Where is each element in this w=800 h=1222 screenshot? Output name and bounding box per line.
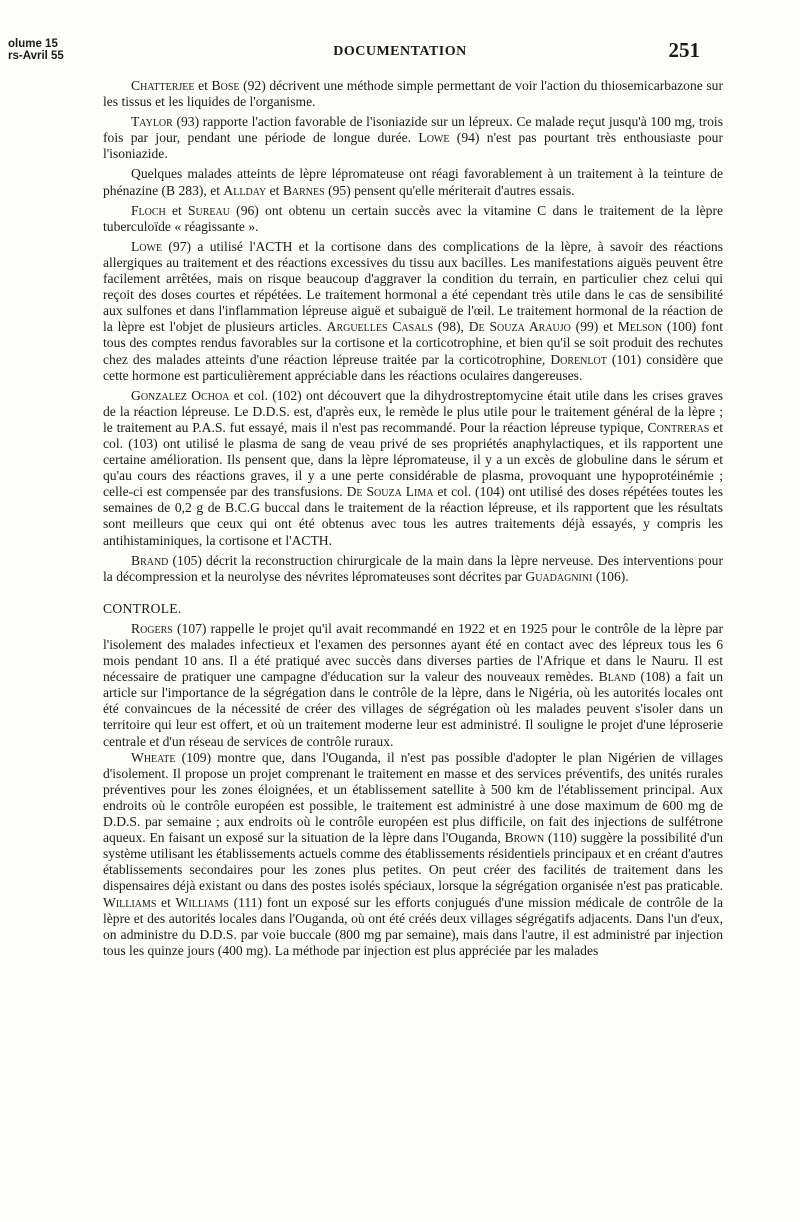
- author-name: Arguelles Casals: [326, 319, 434, 335]
- paragraph-text: (108) a fait un article sur l'importance de la ségrégation dans le contrôle de la lèpre, dans le Nigéria, où les autorités locales ont été convaincues de la nécessité de créer des villages de ségrégation où les malades peuvent s'isoler dans un territoire qui leur est offert, et où un traitement moderne leur est administré. Il souligne le projet d'une léproserie centrale et d'un réseau de services de contrôle ruraux.: [103, 669, 723, 749]
- paragraph-text: et: [165, 202, 188, 218]
- paragraph-text: et: [156, 894, 176, 910]
- paragraph: [103, 166, 723, 198]
- paragraph-text: (100) font tous des comptes rendus favorables sur la cortisone et la corticotrophine, et bien qu'il se soit produit des rechutes chez des malades atteints d'une réaction lépreuse traitée par la corticotrophine,: [103, 319, 723, 367]
- author-name: Dorenlot: [550, 351, 607, 367]
- paragraph-text: (109) montre que, dans l'Ouganda, il n'est pas possible d'adopter le plan Nigérien de villages d'isolement. Il propose un projet comprenant le traitement en masse et des services préventifs, des unités rurales préventives pour les zones éloignées, et un établissement satellite à 500 km de l'établissement principal. Aux endroits où le contrôle européen est possible, le traitement est administré à une dose maximum de 600 mg de D.D.S. par semaine ; aux endroits où le contrôle européen est plus difficile, on fait des injections de sulfétrone aqueux. En faisant un exposé sur la situation de la lèpre dans l'Ouganda,: [103, 749, 723, 846]
- paragraph-text: (107) rappelle le projet qu'il avait recommandé en 1922 et en 1925 pour le contrôle de la lèpre par l'isolement des malades infectieux et l'examen des personnes ayant été en contact avec des lépreux tous les 6 mois pendant 10 ans. Il a été pratiqué avec succès dans diverses parties de l'Afrique et dans le Nauru. Il est nécessaire de pratiquer une campagne d'éducation sur la valeur des nouveaux remèdes.: [103, 620, 723, 685]
- author-name: Brand: [131, 552, 169, 568]
- paragraph: [103, 388, 723, 549]
- paragraph-text: (99) et: [570, 319, 618, 335]
- paragraph-text: et col. (102) ont découvert que la dihydrostreptomycine était utile dans les crises graves de la réaction lépreuse. Le D.D.S. est, d'après eux, le remède le plus utile pour le traitement général de la lèpre ; le traitement au P.A.S. fut essayé, mais il n'est pas recommandé. Pour la réaction lépreuse typique,: [103, 387, 723, 435]
- paragraph-text: (111) font un exposé sur les efforts conjugués d'une mission médicale de contrôle de la lèpre et des autorités locales dans l'Ouganda, où ont été créés deux villages ségrégatifs adjacents. Dans l'un d'eux, on administre du D.D.S. par voie buccale (800 mg par semaine), mais dans l'autre, il est administré par injection tous les quinze jours (400 mg). La méthode par injection est plus appréciée par les malades: [103, 894, 723, 958]
- paragraph: [103, 78, 723, 110]
- author-name: Sureau: [187, 202, 230, 218]
- paragraph-text: Quelques malades atteints de lèpre lépromateuse ont réagi favorablement à un traitement à la teinture de phénazine (B 283), et: [103, 166, 723, 198]
- paragraph: [103, 750, 723, 959]
- paragraph-text: (110) suggère la possibilité d'un système utilisant les établissements actuels comme des établissements résidentiels principaux et en créant d'autres établissements secondaires pour les zones plus petites. On peut créer des facilités de traitement dans les dispensaires déjà existant ou dans des postes isolés spéciaux, lorsque la ségrégation organisée n'est pas praticable.: [103, 830, 723, 894]
- paragraph-text: (105) décrit la reconstruction chirurgicale de la main dans la lèpre nerveuse. Des interventions pour la décompression et la neurolyse des névrites lépromateuses sont décrites par: [103, 552, 723, 584]
- author-name: Barnes: [282, 182, 325, 198]
- author-name: Gonzalez Ochoa: [131, 387, 230, 403]
- paragraph-text: (96) ont obtenu un certain succès avec la vitamine C dans le traitement de la lèpre tuberculoïde « réagissante ».: [103, 202, 724, 234]
- paragraph-text: et: [194, 78, 212, 93]
- author-name: Williams: [103, 894, 157, 910]
- author-name: Chatterjee: [131, 78, 195, 93]
- paragraph: [103, 621, 723, 750]
- author-name: Bose: [211, 78, 240, 93]
- author-name: Bland: [598, 669, 636, 685]
- paragraph-text: (101) considère que cette hormone est particulièrement appréciable dans les réactions oculaires dangereuses.: [103, 351, 723, 383]
- paragraph-text: (92) décrivent une méthode simple permettant de voir l'action du thiosemicarbazone sur les tissus et les liquides de l'organisme.: [103, 78, 724, 110]
- volume-line-2: rs-Avril 55: [8, 50, 64, 62]
- paragraph-text: (94) n'est pas pourtant très enthousiaste pour l'isoniazide.: [103, 130, 724, 162]
- author-name: Lowe: [131, 238, 163, 254]
- author-name: Williams: [175, 894, 229, 910]
- author-name: Contreras: [647, 419, 710, 435]
- paragraph-text: (106).: [592, 568, 629, 584]
- author-name: Melson: [617, 319, 663, 335]
- article-body: [103, 78, 723, 963]
- volume-line-1: olume 15: [8, 38, 58, 50]
- paragraph-text: (93) rapporte l'action favorable de l'isoniazide sur un lépreux. Ce malade reçut jusqu'à 100 mg, trois fois par jour, pendant une période de longue durée.: [103, 114, 723, 146]
- author-name: Allday: [223, 182, 267, 198]
- author-name: Brown: [504, 830, 545, 846]
- paragraph: [103, 114, 723, 162]
- paragraph-text: (95) pensent qu'elle mériterait d'autres essais.: [324, 182, 575, 198]
- author-name: Wheate: [131, 749, 176, 765]
- running-header: DOCUMENTATION: [333, 44, 467, 59]
- author-name: De Souza Araujo: [468, 319, 571, 335]
- paragraph-text: (97) a utilisé l'ACTH et la cortisone dans des complications de la lèpre, à savoir des réactions allergiques au traitement et des réactions excessives du tissu aux bacilles. Les manifestations aiguës peuvent être facilement arrêtées, mais on risque beaucoup d'aggraver la condition du terrain, en particulier chez celui qui reçoit des doses courtes et répétées. Le traitement hormonal a été cependant très utile dans le cas de sensibilité aux sulfones et dans l'inflammation lépreuse aiguë et subaiguë de l'œil. Le traitement hormonal de la réaction de la lèpre est l'objet de plusieurs articles.: [103, 238, 723, 335]
- paragraph-text: et col. (104) ont utilisé des doses répétées toutes les semaines de 0,2 g de B.C.G buccal dans le traitement de la réaction lépreuse, et ils rapportent que les résultats sont meilleurs que ceux qui ont été obtenus avec tous les autres traitements déjà essayés, y compris les antihistaminiques, la cortisone et l'ACTH.: [103, 484, 723, 548]
- paragraph: [103, 203, 723, 235]
- author-name: Floch: [131, 202, 166, 218]
- paragraph-text: (98),: [433, 319, 469, 335]
- section-heading: CONTROLE.: [103, 600, 182, 616]
- author-name: De Souza Lima: [346, 484, 434, 500]
- paragraph-text: et col. (103) ont utilisé le plasma de sang de veau privé de ses propriétés anaphylactiques, et ils rapportent une certaine amélioration. Ils pensent que, dans la lèpre lépromateuse, il y a un excès de globuline dans le sérum et qu'au cours des réactions graves, il y a une perte considérable de plasma, provoquant une hypoprotéinémie ; celle-ci est compensée par des transfusions.: [103, 419, 723, 500]
- author-name: Rogers: [131, 620, 173, 636]
- author-name: Taylor: [131, 114, 173, 130]
- page-number: 251: [668, 38, 700, 62]
- paragraph-text: et: [266, 182, 283, 198]
- paragraph: [103, 553, 723, 585]
- author-name: Lowe: [418, 130, 450, 146]
- paragraph: [103, 239, 723, 384]
- author-name: Guadagnini: [525, 568, 593, 584]
